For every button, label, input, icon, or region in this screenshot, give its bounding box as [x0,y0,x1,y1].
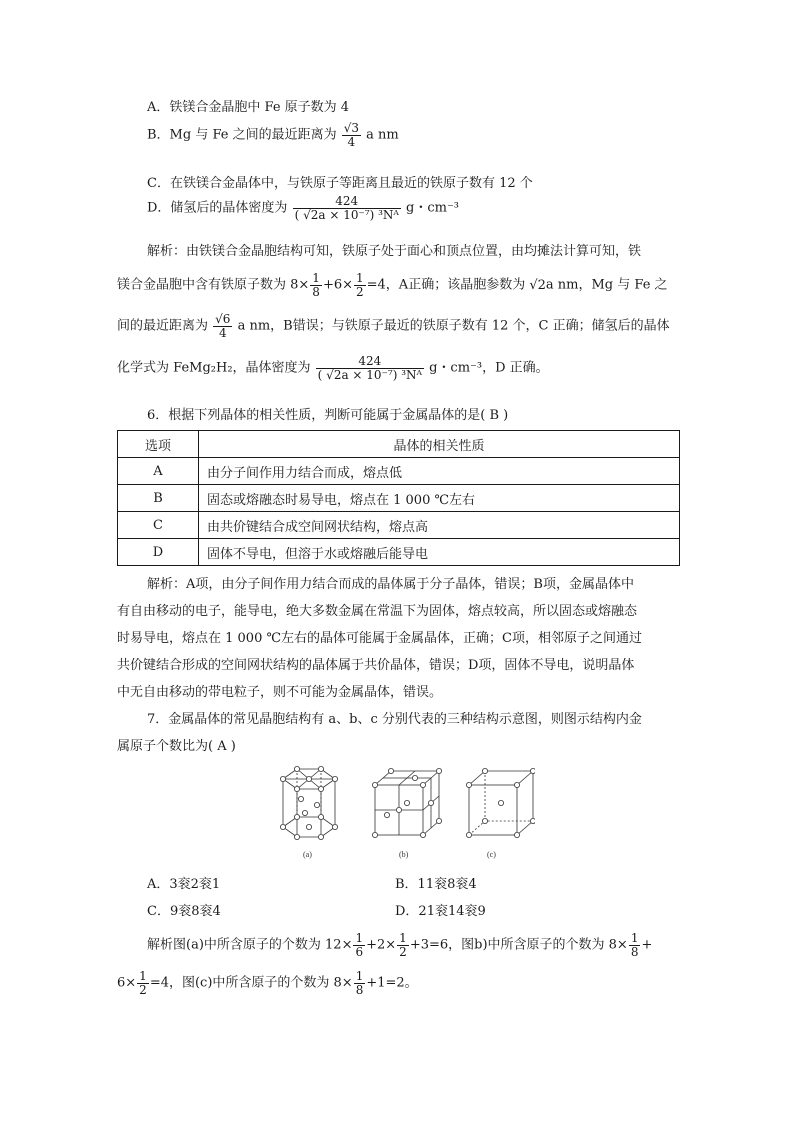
option-b-unit: a nm [366,127,399,143]
sqrt-2 [529,278,546,293]
fraction-numerator: √3 [343,121,360,135]
fraction-numerator: 1 [355,969,364,983]
analysis-text: =4，图(c)中所含原子的个数为 8× [149,975,353,991]
table-cell: D [118,539,199,566]
table-row [118,458,680,485]
analysis-text: 间的最近距离为 [117,318,209,334]
analysis-text: +6× [322,277,353,293]
crystal-structure-figures [275,763,535,863]
density-fraction [316,355,424,381]
option-d-fraction [293,195,401,221]
fraction-numerator: 1 [399,931,407,945]
analysis5-line1: 解析：由铁镁合金晶胞结构可知，铁原子处于面心和顶点位置，由均摊法计算可知，铁 [147,244,642,259]
table-cell: A [118,458,199,485]
fraction-1-2 [397,932,409,958]
analysis-text: =4，A正确；该晶胞参数为 [366,277,526,293]
analysis-text: 解析图(a)中所含原子的个数为 12× [147,937,353,953]
fraction-sqrt6-4 [213,313,232,339]
analysis7-line1 [147,932,652,958]
fraction-denominator: 8 [630,944,639,959]
analysis7-line2 [117,970,418,996]
analysis6-line1: 解析：A项，由分子间作用力结合而成的晶体属于分子晶体，错误；B项，金属晶体中 [147,577,634,592]
table-cell: 由分子间作用力结合而成，熔点低 [199,458,680,485]
table-cell: 由共价键结合成空间网状结构，熔点高 [199,512,680,539]
fraction-denominator: ( √2a × 10⁻⁷) ³Nᴬ [317,367,422,382]
fraction-numerator: 424 [358,354,382,368]
fraction-denominator: 4 [213,326,232,340]
option-c: C．在铁镁合金晶体中，与铁原子等距离且最近的铁原子数有 12 个 [147,176,533,191]
option-b [147,122,399,148]
option-d-unit: g・cm⁻³ [406,200,460,216]
q7-stem-line2: 属原子个数比为( A ) [117,739,236,754]
sqrt-symbol: √2 [529,277,546,293]
fraction-numerator: √6 [215,312,231,326]
analysis-text: +3=6，图b)中所含原子的个数为 8× [409,937,628,953]
q7-option-a: A．3衮2衮1 [147,877,221,892]
table-header: 选项 [118,431,199,458]
analysis6-line3: 时易导电，熔点在 1 000 ℃左右的晶体可能属于金属晶体，正确；C项，相邻原子之间通过 [117,631,642,646]
fraction-numerator: 1 [139,969,147,983]
fraction-denominator: 8 [355,982,364,997]
fraction-denominator: 2 [356,284,364,299]
fraction-denominator: 6 [355,944,364,959]
fraction-numerator: 1 [356,271,364,285]
q6-properties-table [117,430,680,566]
fraction-numerator: 1 [312,271,320,285]
fraction-1-8 [629,932,641,958]
fraction-numerator: 1 [355,931,364,945]
table-row [118,485,680,512]
q7-option-d: D．21衮14衮9 [395,904,486,919]
table-cell: 固体不导电，但溶于水或熔融后能导电 [199,539,680,566]
table-cell: 固态或熔融态时易导电，熔点在 1 000 ℃左右 [199,485,680,512]
analysis-text: a nm，B错误；与铁原子最近的铁原子数有 12 个，C 正确；储氢后的晶体 [237,318,670,334]
fraction-denominator: ( √2a × 10⁻⁷) ³Nᴬ [294,207,399,222]
table-cell: B [118,485,199,512]
fraction-numerator: 1 [630,931,639,945]
q7-option-c: C．9衮8衮4 [147,904,221,919]
fraction-1-2 [354,272,366,298]
option-d-text: D．储氢后的晶体密度为 [147,200,288,216]
table-row [118,539,680,566]
fraction-1-8 [354,970,366,996]
analysis-text: +1=2。 [366,975,418,991]
option-a: A．铁镁合金晶胞中 Fe 原子数为 4 [147,100,350,115]
q6-stem: 6．根据下列晶体的相关性质，判断可能属于金属晶体的是( B ) [147,408,509,423]
q7-option-b: B．11衮8衮4 [395,877,477,892]
fraction-denominator: 2 [399,944,407,959]
analysis-text: + [641,937,653,953]
analysis-text: +2× [366,937,397,953]
fraction-numerator: 424 [335,194,359,208]
q7-stem-line1: 7．金属晶体的常见晶胞结构有 a、b、c 分别代表的三种结构示意图，则图示结构内金 [147,712,642,727]
analysis-text: 镁合金晶胞中含有铁原子数为 8× [117,277,310,293]
fraction-1-8 [310,272,322,298]
table-header-row [118,431,680,458]
fraction-denominator: 4 [342,135,361,149]
figure-label-c: (c) [487,850,496,859]
table-row [118,512,680,539]
analysis5-line2 [117,272,668,298]
fraction-denominator: 8 [312,284,320,299]
option-b-text: B．Mg 与 Fe 之间的最近距离为 [147,127,337,143]
analysis-text: 6× [117,975,137,991]
figure-label-b: (b) [399,850,409,859]
analysis-text: 化学式为 FeMg₂H₂，晶体密度为 [117,360,311,376]
analysis6-line2: 有自由移动的电子，能导电，绝大多数金属在常温下为固体，熔点较高，所以固态或熔融态 [117,604,638,619]
analysis5-line3 [117,313,670,339]
table-cell: C [118,512,199,539]
analysis6-line4: 共价键结合形成的空间网状结构的晶体属于共价晶体，错误；D项，固体不导电，说明晶体 [117,658,635,673]
analysis6-line5: 中无自由移动的带电粒子，则不可能为金属晶体，错误。 [117,685,443,700]
analysis-text: a nm，Mg 与 Fe 之 [545,277,668,293]
table-header: 晶体的相关性质 [199,431,680,458]
fraction-1-2 [137,970,149,996]
figure-label-a: (a) [303,850,312,859]
fraction-1-6 [353,932,365,958]
fraction-denominator: 2 [139,982,147,997]
analysis-text: g・cm⁻³，D 正确。 [429,360,549,376]
option-d [147,195,459,221]
option-b-fraction [342,122,361,148]
analysis5-line4 [117,355,549,381]
